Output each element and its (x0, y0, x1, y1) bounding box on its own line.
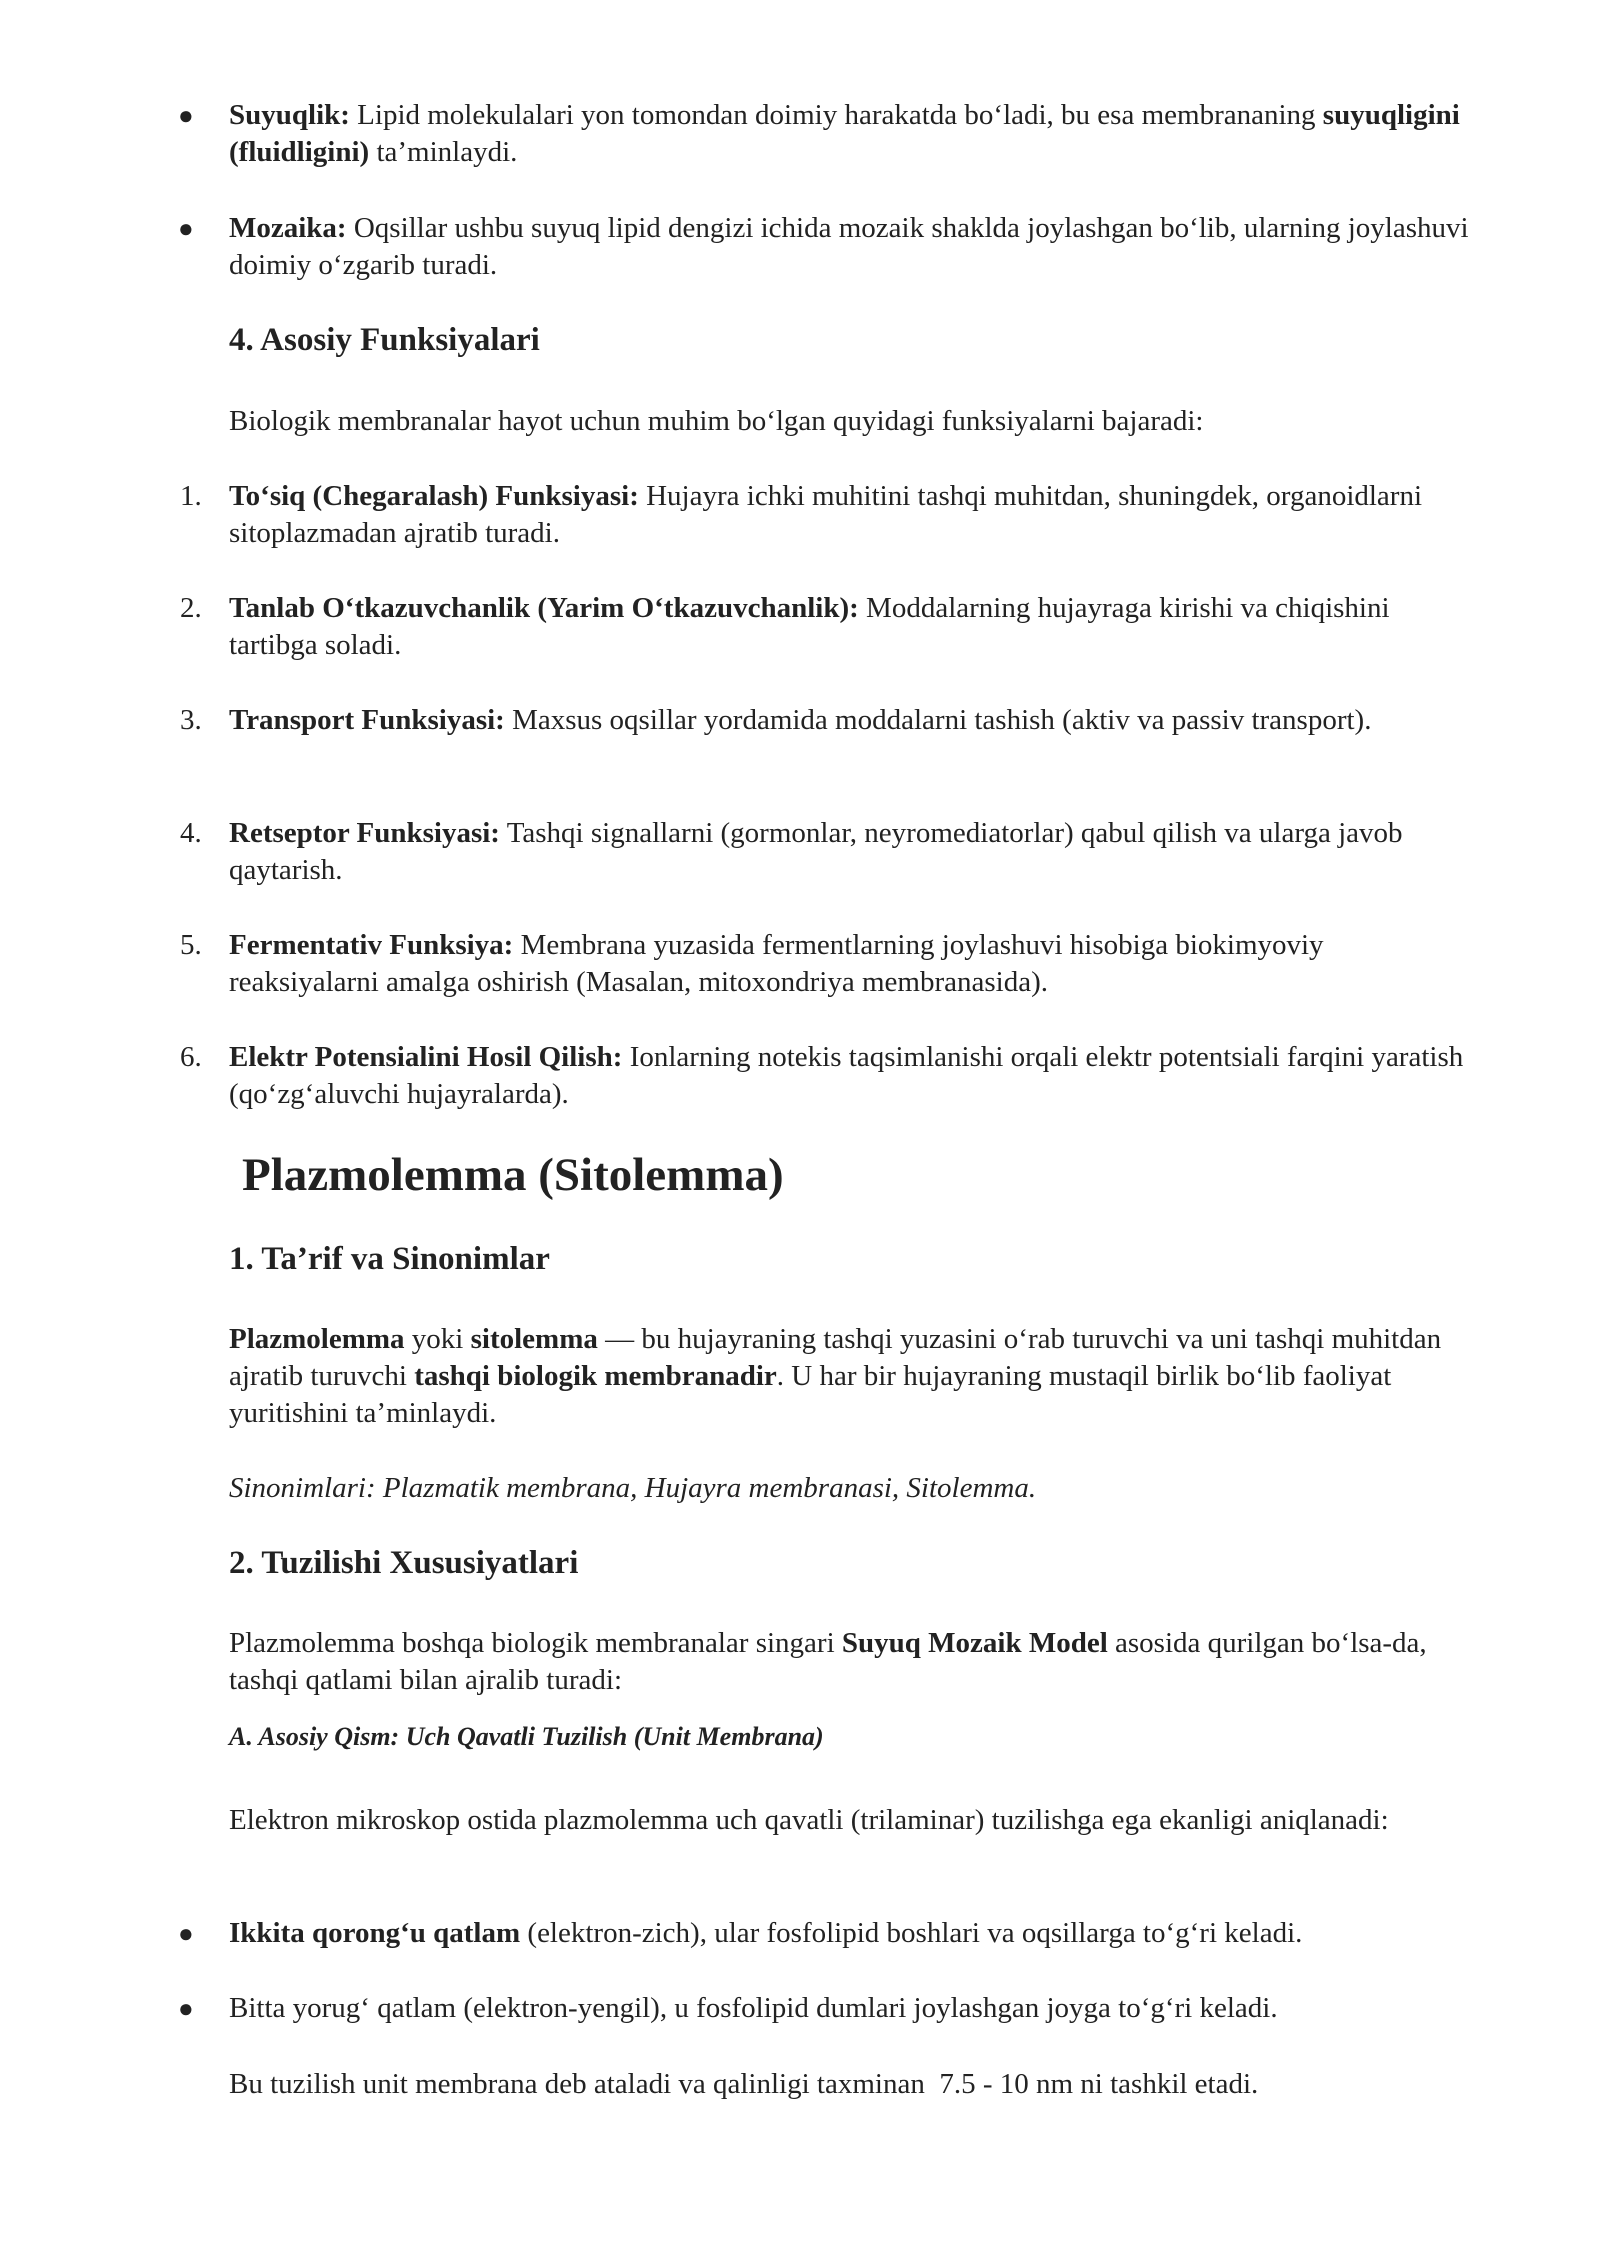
list-term: Transport Funksiyasi: (229, 704, 505, 736)
section-heading: 1. Ta’rif va Sinonimlar (229, 1241, 550, 1277)
paragraph-text: . U har bir hujayraning mustaqil birlik bo‘lib faoliyat yuritishini ta’minlaydi. (229, 1360, 1392, 1429)
list-number: 5. (180, 929, 202, 961)
paragraph-text: yoki (404, 1323, 471, 1355)
list-item (229, 702, 1479, 739)
list-number: 4. (180, 817, 202, 849)
list-number: 1. (180, 480, 202, 512)
list-text: Ionlarning notekis taqsimlanishi orqali elektr potentsiali farqini yaratish (qo‘zg‘aluvchi hujayralarda). (229, 1041, 1464, 1110)
section-heading: 4. Asosiy Funksiyalari (229, 322, 540, 358)
bullet-term: Suyuqlik: (229, 99, 350, 131)
term-bold: tashqi biologik membranadir (414, 1360, 777, 1392)
list-item (229, 927, 1479, 1001)
term-bold: Plazmolemma (229, 1323, 405, 1355)
definition-paragraph (229, 1321, 1479, 1432)
paragraph-text: asosida qurilgan bo‘lsa-da, tashqi qatlami bilan ajralib turadi: (229, 1627, 1427, 1696)
bullet-term: Ikkita qorong‘u qatlam (229, 1917, 521, 1949)
bullet-marker: ● (178, 1994, 194, 2023)
list-text: Membrana yuzasida fermentlarning joylashuvi hisobiga biokimyoviy reaksiyalarni amalga oshirish (Masalan, mitoxondriya membranasida). (229, 929, 1324, 998)
structure-paragraph (229, 1625, 1479, 1699)
list-number: 3. (180, 704, 202, 736)
list-item (229, 1039, 1479, 1113)
list-term: Elektr Potensialini Hosil Qilish: (229, 1041, 623, 1073)
section-intro: Biologik membranalar hayot uchun muhim bo‘lgan quyidagi funksiyalarni bajaradi: (229, 405, 1204, 437)
bullet-text: ta’minlaydi. (369, 136, 518, 168)
bullet-term: Mozaika: (229, 212, 347, 244)
bullet-marker: ● (178, 101, 194, 130)
list-text: Maxsus oqsillar yordamida moddalarni tashish (aktiv va passiv transport). (504, 704, 1372, 736)
list-term: Fermentativ Funksiya: (229, 929, 514, 961)
paragraph-text: — bu hujayraning tashqi yuzasini o‘rab turuvchi va uni tashqi muhitdan ajratib turuvchi (229, 1323, 1442, 1392)
paragraph: Bu tuzilish unit membrana deb ataladi va qalinligi taxminan 7.5 - 10 nm ni tashkil etadi. (229, 2068, 1259, 2100)
synonyms-line: Sinonimlari: Plazmatik membrana, Hujayra membranasi, Sitolemma. (229, 1472, 1037, 1504)
list-number: 2. (180, 592, 202, 624)
bullet-item (229, 1915, 1479, 1952)
paragraph: Elektron mikroskop ostida plazmolemma uch qavatli (trilaminar) tuzilishga ega ekanligi aniqlanadi: (229, 1804, 1389, 1836)
list-term: Tanlab O‘tkazuvchanlik (Yarim O‘tkazuvchanlik): (229, 592, 859, 624)
list-term: To‘siq (Chegaralash) Funksiyasi: (229, 480, 639, 512)
list-text: Tashqi signallarni (gormonlar, neyromediatorlar) qabul qilish va ularga javob qaytarish. (229, 817, 1403, 886)
term-bold: Suyuq Mozaik Model (841, 1627, 1108, 1659)
list-text: Hujayra ichki muhitini tashqi muhitdan, shuningdek, organoidlarni sitoplazmadan ajratib turadi. (229, 480, 1423, 549)
bullet-marker: ● (178, 214, 194, 243)
list-item (229, 815, 1479, 889)
bullet-text: (elektron-zich), ular fosfolipid boshlari va oqsillarga to‘g‘ri keladi. (520, 1917, 1303, 1949)
bullet-bold: suyuqligini (fluidligini) (229, 99, 1460, 168)
subsection-heading: A. Asosiy Qism: Uch Qavatli Tuzilish (Unit Membrana) (229, 1722, 824, 1751)
term-bold: sitolemma (470, 1323, 598, 1355)
bullet-suyuqlik (229, 97, 1479, 171)
bullet-item: Bitta yorug‘ qatlam (elektron-yengil), u fosfolipid dumlari joylashgan joyga to‘g‘ri keladi. (229, 1992, 1278, 2024)
section-heading: 2. Tuzilishi Xususiyatlari (229, 1545, 579, 1581)
list-term: Retseptor Funksiyasi: (229, 817, 500, 849)
list-item (229, 478, 1479, 552)
list-text: Moddalarning hujayraga kirishi va chiqishini tartibga soladi. (229, 592, 1390, 661)
paragraph-text: Plazmolemma boshqa biologik membranalar singari (229, 1627, 842, 1659)
list-item (229, 590, 1479, 664)
bullet-text: Lipid molekulalari yon tomondan doimiy harakatda bo‘ladi, bu esa membrananing (349, 99, 1323, 131)
bullet-marker: ● (178, 1919, 194, 1948)
bullet-text: Oqsillar ushbu suyuq lipid dengizi ichida mozaik shaklda joylashgan bo‘lib, ularning joylashuvi doimiy o‘zgarib turadi. (229, 212, 1469, 281)
bullet-mozaika (229, 210, 1479, 284)
page-title: Plazmolemma (Sitolemma) (242, 1149, 784, 1201)
list-number: 6. (180, 1041, 202, 1073)
